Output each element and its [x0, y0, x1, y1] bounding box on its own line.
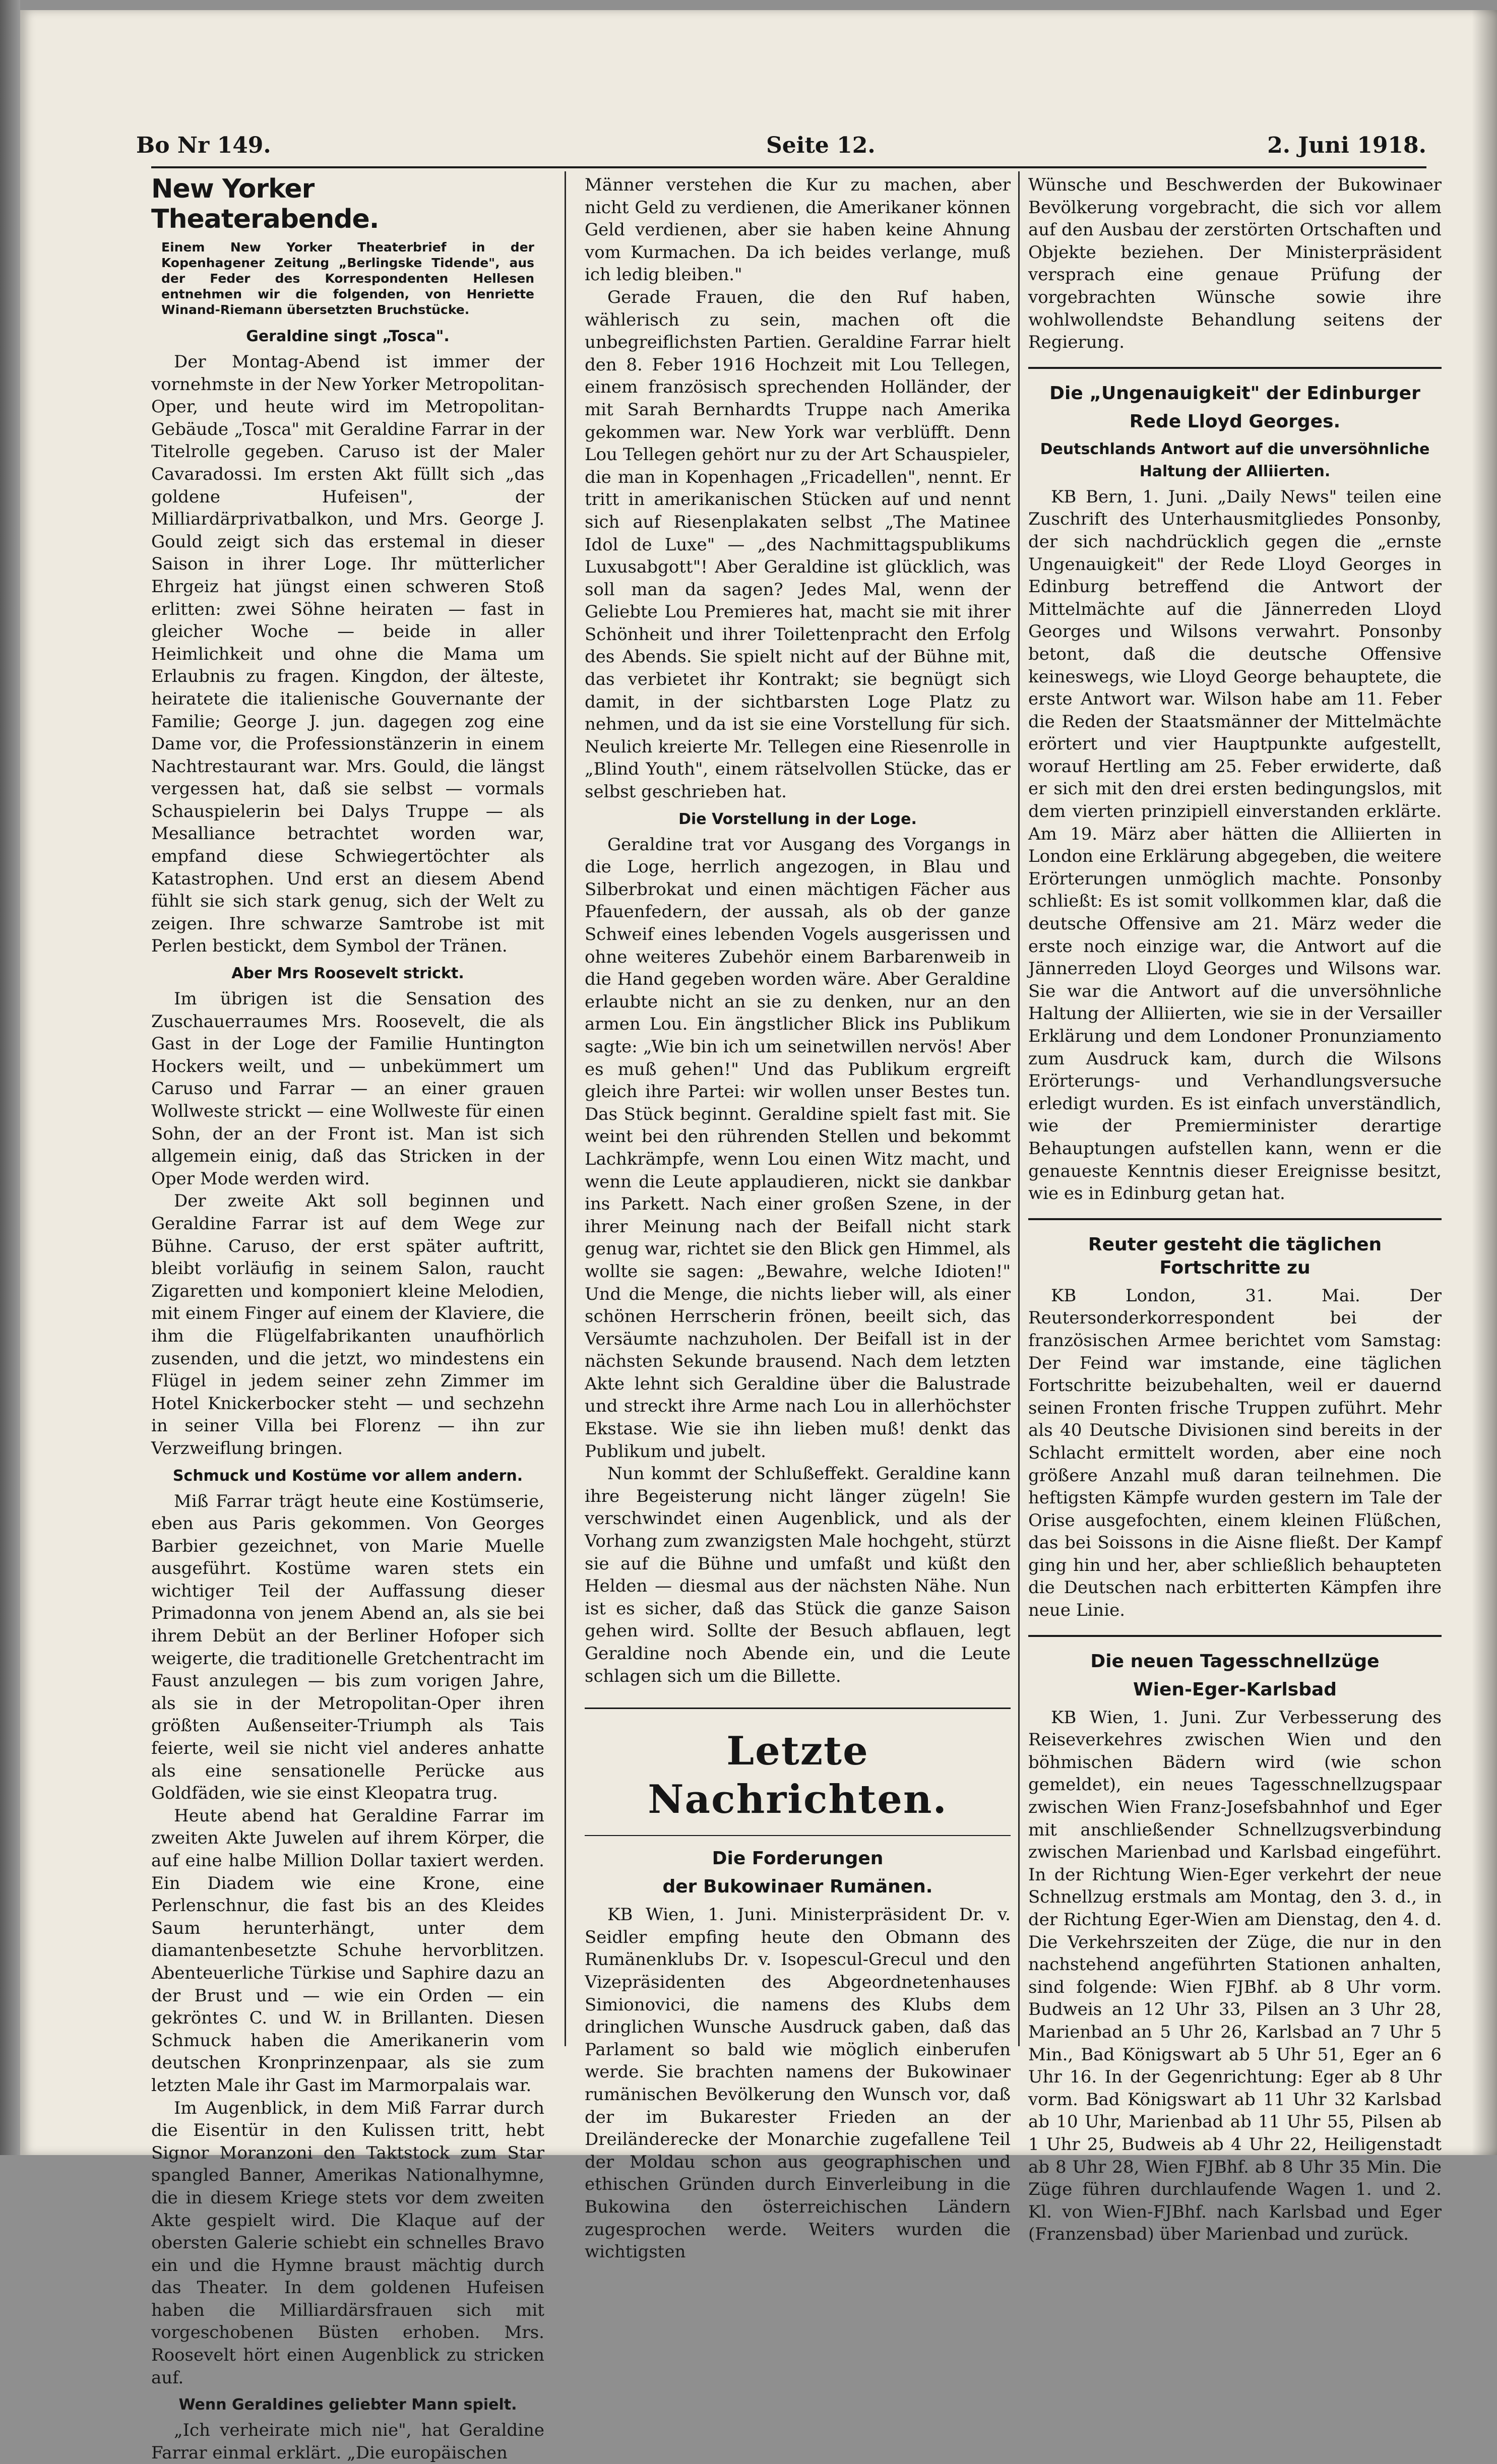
column-1 [151, 174, 544, 2463]
column-rule [565, 171, 566, 2046]
paragraph: „Ich verheirate mich nie", hat Geraldine Farrar einmal erklärt. „Die europäischen [151, 2420, 544, 2463]
article-headline: Die neuen Tagesschnellzüge [1090, 1651, 1380, 1672]
column-2 [585, 174, 1011, 2262]
article-headline-line2: der Bukowinaer Rumänen. [662, 1876, 933, 1898]
article-headline-line2: Rede Lloyd Georges. [1129, 411, 1341, 432]
page-header [136, 129, 1426, 164]
issue-number: Bo Nr 149. [136, 133, 271, 158]
paragraph: KB London, 31. Mai. Der Reutersonderkorrespondent bei der französischen Armee berichtet vom Samstag: Der Feind war imstande, eine täglichen Fortschritte beizubehalten, weil er dauernd seinen Fronten frische Truppen zuführt. Mehr als 40 Deutsche Divisionen sind bereits in der Schlacht ermittelt worden, aber eine noch größere Anzahl muß daran teilnehmen. Die heftigsten Kämpfe wurden gestern im Tale der Orise ausgefochten, einem kleinen Flüßchen, das bei Soissons in die Aisne fließt. Der Kampf ging hin und her, aber schließlich behaupteten die Deutschen nach erbitterten Kämpfen ihre neue Linie. [1028, 1285, 1442, 1621]
paragraph: Der Montag-Abend ist immer der vornehmste in der New Yorker Metropolitan-Oper, und heute wird im Metropolitan-Gebäude „Tosca" mit Geraldine Farrar in der Titelrolle gegeben. Caruso ist der Maler Cavaradossi. Im ersten Akt füllt sich „das goldene Hufeisen", der Milliardärprivatbalkon, und Mrs. George J. Gould zeigt sich das erstemal in dieser Saison in ihrer Loge. Ihr mütterlicher Ehrgeiz hat jüngst einen schweren Stoß erlitten: zwei Söhne heiraten — fast in gleicher Woche — beide in aller Heimlichkeit und ohne die Mama um Erlaubnis zu fragen. Kingdon, der älteste, heiratete die italienische Gouvernante der Familie; George J. jun. dagegen zog eine Dame vor, die Professionstänzerin in einem Nachtrestaurant war. Mrs. Gould, die längst vergessen hat, daß sie selbst — vormals Schauspielerin bei Dalys Truppe — als Mesalliance betrachtet worden war, empfand diese Schwiegertöchter als Katastrophen. Und erst an diesem Abend fühlt sie sich stark genug, sich der Welt zu zeigen. Ihre schwarze Samtrobe ist mit Perlen bestickt, dem Symbol der Tränen. [151, 352, 544, 957]
section-title: Letzte Nachrichten. [648, 1728, 948, 1823]
paragraph: Wünsche und Beschwerden der Bukowinaer Bevölkerung vorgebracht, die sich vor allem auf den Ausbau der zerstörten Ortschaften und Objekte beziehen. Der Ministerpräsident versprach eine genaue Prüfung der vorgebrachten Wünsche sowie ihre wohlwollendste Behandlung seitens der Regierung. [1028, 175, 1442, 353]
paragraph: Im Augenblick, in dem Miß Farrar durch die Eisentür in den Kulissen tritt, hebt Signor Moranzoni den Taktstock zum Star spangled Banner, Amerikas Nationalhymne, die in diesem Kriege stets vor dem zweiten Akte gespielt wird. Die Klaque auf der obersten Galerie schiebt ein schnelles Bravo ein und die Hymne braust mächtig durch das Theater. In dem goldenen Hufeisen haben die Milliardärsfrauen sich mit vorgeschobenen Büsten erhoben. Mrs. Roosevelt hört einen Augenblick zu stricken auf. [151, 2098, 544, 2388]
issue-date: 2. Juni 1918. [1267, 133, 1426, 158]
paragraph: KB Wien, 1. Juni. Ministerpräsident Dr. v. Seidler empfing heute den Obmann des Rumänenklubs Dr. v. Isopescul-Grecul und den Vizepräsidenten des Abgeordnetenhauses Simionovici, die namens des Klubs dem dringlichen Wunsche Ausdruck gaben, daß das Parlament so bald wie möglich einberufen werde. Sie brachten namens der Bukowinaer rumänischen Bevölkerung den Wunsch vor, daß der im Bukarester Frieden an der Dreiländerecke der Monarchie zugefallene Teil der Moldau schon aus geographischen und ethischen Gründen durch Einverleibung in die Bukowina den österreichischen Ländern zugesprochen werde. Weiters wurden die wichtigsten [585, 1905, 1011, 2262]
paragraph: Gerade Frauen, die den Ruf haben, wählerisch zu sein, machen oft die unbegreiflichsten Partien. Geraldine Farrar hielt den 8. Feber 1916 Hochzeit mit Lou Tellegen, einem französisch sprechenden Holländer, der mit Sarah Bernhardts Truppe nach Amerika gekommen war. New York war verblüfft. Denn Lou Tellegen gehört nur zu der Art Schauspieler, die man in Kopenhagen „Fricadellen", nennt. Er tritt in amerikanischen Stücken auf und nennt sich auf Riesenplakaten selbst „The Matinee Idol de Luxe" — „des Nachmittagspublikums Luxusabgott"! Aber Geraldine ist glücklich, was soll man da sagen? Jedes Mal, wenn der Geliebte Lou Premieres hat, macht sie mit ihrer Schönheit und ihrer Toilettenpracht den Erfolg des Abends. Sie spielt nicht auf der Bühne mit, das verbietet ihr Kontrakt; sie begnügt sich damit, in der sichtbarsten Loge Platz zu nehmen, und da ist sie eine Vorstellung für sich. Neulich kreierte Mr. Tellegen eine Riesenrolle in „Blind Youth", einem rätselvollen Stücke, das er selbst geschrieben hat. [585, 287, 1011, 802]
divider [1028, 1635, 1442, 1637]
paragraph: KB Wien, 1. Juni. Zur Verbesserung des Reiseverkehres zwischen Wien und den böhmischen Bädern wird (wie schon gemeldet), ein neues Tagesschnellzugspaar zwischen Wien Franz-Josefsbahnhof und Eger mit anschließender Schnellzugsverbindung zwischen Marienbad und Karlsbad eingeführt. In der Richtung Wien-Eger verkehrt der neue Schnellzug erstmals am Montag, den 3. d., in der Richtung Eger-Wien am Dienstag, den 4. d. Die Verkehrszeiten der Züge, die nur in den nachstehend angeführten Stationen anhalten, sind folgende: Wien FJBhf. ab 8 Uhr vorm. Budweis an 12 Uhr 33, Pilsen an 3 Uhr 28, Marienbad an 5 Uhr 26, Karlsbad an 7 Uhr 5 Min., Bad Königswart ab 5 Uhr 51, Eger an 6 Uhr 16. In der Gegenrichtung: Eger ab 8 Uhr vorm. Bad Königswart ab 11 Uhr 32 Karlsbad ab 10 Uhr, Marienbad ab 11 Uhr 55, Pilsen ab 1 Uhr 25, Budweis ab 4 Uhr 22, Heiligenstadt ab 8 Uhr 28, Wien FJBhf. ab 8 Uhr 35 Min. Die Züge führen durchlaufende Wagen 1. und 2. Kl. von Wien-FJBhf. nach Karlsbad und Eger (Franzensbad) über Marienbad und zurück. [1028, 1707, 1442, 2245]
divider [585, 1835, 1011, 1836]
article-headline: New Yorker Theaterabende. [151, 174, 379, 234]
scan-edge [0, 0, 20, 2155]
paragraph: Heute abend hat Geraldine Farrar im zweiten Akte Juwelen auf ihrem Körper, die auf eine halbe Million Dollar taxiert werden. Ein Diadem wie eine Krone, eine Perlenschnur, die fast bis an des Kleides Saum herunterhängt, unter dem diamantenbesetzte Schuhe hervorblitzen. Abenteuerliche Türkise und Saphire dazu an der Brust und — wie ein Orden — ein gekröntes C. und W. in Brillanten. Diesen Schmuck haben die Amerikanerin vom deutschen Kronprinzenpaar, als sie zum letzten Male ihr Gast im Marmorpalais war. [151, 1805, 544, 2096]
article-headline-line2: Wien-Eger-Karlsbad [1133, 1679, 1337, 1700]
subheading: Schmuck und Kostüme vor allem andern. [172, 1467, 523, 1485]
paragraph: Männer verstehen die Kur zu machen, aber nicht Geld zu verdienen, die Amerikaner können Geld verdienen, aber sie haben keine Ahnung vom Kurmachen. Da ich beides verlange, muß ich ledig bleiben." [585, 175, 1011, 285]
latest-news-section [585, 1708, 1011, 2263]
page-number: Seite 12. [766, 133, 876, 158]
article-headline: Reuter gesteht die täglichen Fortschritte zu [1088, 1234, 1382, 1278]
paragraph: Geraldine trat vor Ausgang des Vorgangs in die Loge, herrlich angezogen, in Blau und Silberbrokat und einen mächtigen Fächer aus Pfauenfedern, der aussah, als ob der ganze Schweif eines lebenden Vogels ausgerissen und ohne weiteres Zubehör einem Barbarenweib in die Hand gegeben worden wäre. Aber Geraldine erlaubte nicht an sie zu denken, nur an den armen Lou. Ein ängstlicher Blick ins Publikum sagte: „Wie bin ich um seinetwillen nervös! Aber es muß gehen!" Und das Publikum ergreift gleich ihre Partei: wir wollen unser Bestes tun. Das Stück beginnt. Geraldine spielt fast mit. Sie weint bei den rührenden Stellen und bekommt Lachkrämpfe, wenn Lou einen Witz macht, und wenn die Leute applaudieren, nickt sie dankbar ins Parkett. Nach einer großen Szene, in der ihrer Meinung nach der Beifall nicht stark genug war, richtet sie den Blick gen Himmel, als wollte sie sagen: „Bewahre, welche Idioten!" Und die Menge, die nichts lieber will, als einer schönen Herrscherin frönen, beeilt sich, das Versäumte nachzuholen. Der Beifall ist in der nächsten Sekunde brausend. Nach dem letzten Akte lehnt sich Geraldine über die Balustrade und streckt ihre Arme nach Lou in allerhöchster Ekstase. Wie sie ihn lieben muß! denkt das Publikum und jubelt. [585, 834, 1011, 1462]
subheading: Die Vorstellung in der Loge. [678, 810, 917, 828]
paragraph: Der zweite Akt soll beginnen und Geraldine Farrar ist auf dem Wege zur Bühne. Caruso, der erst später auftritt, bleibt vorläufig in seinem Salon, raucht Zigaretten und komponiert kleine Melodien, mit einem Finger auf einem der Klaviere, die ihm die Flügelfabrikanten unaufhörlich zusenden, und die jetzt, wo mindestens ein Flügel in jedem seiner zehn Zimmer im Hotel Knickerbocker steht — und sechzehn in seiner Villa bei Florenz — ihn zur Verzweiflung bringen. [151, 1191, 544, 1459]
article-headline: Die Forderungen [712, 1848, 884, 1869]
divider [1028, 367, 1442, 369]
paragraph: Im übrigen ist die Sensation des Zuschauerraumes Mrs. Roosevelt, die als Gast in der Loge der Familie Huntington Hockers weilt, und — unbekümmert um Caruso und Farrar — an einer grauen Wollweste strickt — eine Wollweste für einen Sohn, der an der Front ist. Man ist sich allgemein einig, daß das Stricken in der Oper Mode werden wird. [151, 989, 544, 1189]
paragraph: KB Bern, 1. Juni. „Daily News" teilen eine Zuschrift des Unterhausmitgliedes Ponsonby, der sich nachdrücklich gegen die „ernste Ungenauigkeit" der Rede Lloyd Georges in Edinburg betreffend die Antwort der Mittelmächte auf die Jännerreden Lloyd Georges und Wilsons verwahrt. Ponsonby betont, daß die deutsche Offensive keineswegs, wie Lloyd George behauptete, die erste Antwort war. Wilson habe am 11. Feber die Reden der Staatsmänner der Mittelmächte erörtert und vier Hauptpunkte aufgestellt, worauf Hertling am 25. Feber erwiderte, daß er sich mit den drei ersten bedingungslos, mit dem vierten prinzipiell einverstanden erklärte. Am 19. März aber hätten die Alliierten in London eine Erklärung abgegeben, die weitere Erörterungen unmöglich machte. Ponsonby schließt: Es ist somit vollkommen klar, daß die deutsche Offensive am 21. März weder die erste noch einzige war, die Antwort auf die Jännerreden Lloyd Georges und Wilsons war. Sie war die Antwort auf die unversöhnliche Haltung der Alliierten, wie sie in der Versailler Erklärung und dem Londoner Pronunziamento zum Ausdruck kam, durch die Wilsons Erörterungs- und Verhandlungsversuche erledigt wurden. Es ist einfach unverständlich, wie der Premierminister derartige Behauptungen aufstellen kann, wenn er die genaueste Kenntnis dieser Ereignisse besitzt, wie es in Edinburg getan hat. [1028, 486, 1442, 1204]
subheading: Aber Mrs Roosevelt strickt. [231, 965, 464, 983]
subheading: Geraldine singt „Tosca". [246, 328, 450, 345]
header-rule [151, 166, 1426, 168]
column-3 [1028, 174, 1442, 2245]
gutter-shadow [1472, 10, 1497, 2155]
divider [1028, 1218, 1442, 1220]
subheading: Wenn Geraldines geliebter Mann spielt. [178, 2396, 517, 2414]
paragraph: Miß Farrar trägt heute eine Kostümserie, eben aus Paris gekommen. Von Georges Barbier gezeichnet, von Marie Muelle ausgeführt. Kostüme waren stets ein wichtiger Teil der Auffassung dieser Primadonna von jenem Abend an, als sie bei ihrem Debüt an der Berliner Hofoper sich weigerte, die traditionelle Gretchentracht im Faust anzulegen — bis zum vorigen Jahre, als sie in der Metropolitan-Oper ihren größten Außenseiter-Triumph als Tais feierte, weil sie nicht viel anderes anhatte als eine sensationelle Perücke aus Goldfäden, wie sie einst Kleopatra trug. [151, 1491, 544, 1804]
paragraph: Nun kommt der Schlußeffekt. Geraldine kann ihre Begeisterung nicht länger zügeln! Sie verschwindet einen Augenblick, und als der Vorhang zum zwanzigsten Male hochgeht, stürzt sie auf die Bühne und umfaßt und küßt den Helden — diesmal aus der nächsten Nähe. Nun ist es sicher, daß das Stück die ganze Saison gehen wird. Sollte der Besuch abflauen, legt Geraldine noch Abende ein, und die Leute schlagen sich um die Billette. [585, 1464, 1011, 1686]
column-rule [1018, 171, 1020, 2046]
article-headline: Die „Ungenauigkeit" der Edinburger [1049, 383, 1420, 404]
subheading: Deutschlands Antwort auf die unversöhnliche Haltung der Alliierten. [1040, 440, 1430, 480]
article-intro: Einem New Yorker Theaterbrief in der Kopenhagener Zeitung „Berlingske Tidende", aus der Feder des Korrespondenten Hellesen entnehmen wir die folgenden, von Henriette Winand-Riemann übersetzten Bruchstücke. [161, 240, 534, 317]
